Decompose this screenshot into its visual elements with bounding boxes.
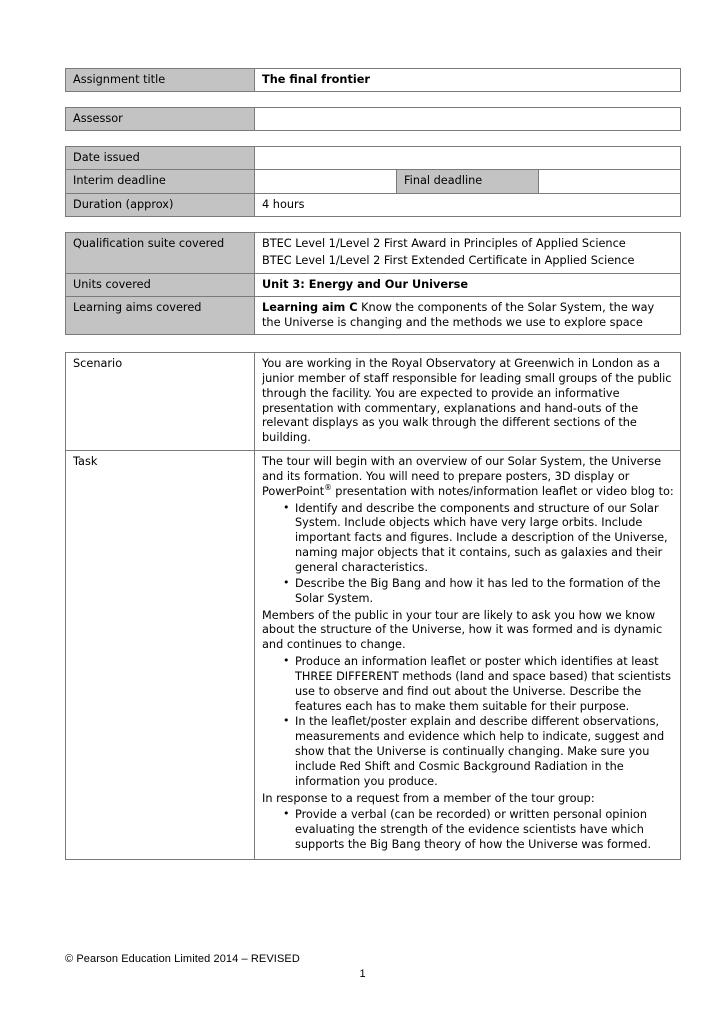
qualification-suite-label: Qualification suite covered: [66, 233, 255, 274]
table-row-task: [66, 451, 681, 860]
task-bullets-group-2: [262, 655, 674, 790]
learning-aim-code: Learning aim C: [262, 301, 358, 315]
qualification-line-2: BTEC Level 1/Level 2 First Extended Certificate in Applied Science: [262, 254, 635, 268]
list-item: • Describe the Big Bang and how it has led to the formation of the Solar System.: [283, 577, 674, 607]
scenario-text: You are working in the Royal Observatory at Greenwich in London as a junior member of staff responsible for leading small groups of the public through the facility. You are expected to provide an informative presentation with commentary, explanations and hand-outs of the relevant displays as you walk through the different sections of the building.: [262, 357, 672, 445]
table-row: [66, 69, 681, 92]
dates-table: [65, 146, 681, 217]
task-intro-part1: The tour will begin with an overview of our Solar System, the Universe and its formation. You will need to prepare posters, 3D display or PowerPoint: [262, 455, 662, 498]
date-issued-label: Date issued: [66, 147, 255, 170]
task-body: [255, 451, 681, 860]
duration-value: 4 hours: [255, 193, 681, 216]
qualification-line-1: BTEC Level 1/Level 2 First Award in Principles of Applied Science: [262, 237, 626, 250]
table-row: [66, 147, 681, 170]
qualification-suite-value: [255, 233, 681, 274]
task-label: Task: [66, 451, 255, 860]
date-issued-value: [255, 147, 681, 170]
assignment-title-label: Assignment title: [66, 69, 255, 92]
assessor-value: [255, 108, 681, 131]
interim-deadline-value: [255, 170, 397, 193]
assessor-table: [65, 107, 681, 131]
learning-aims-value: [255, 297, 681, 335]
interim-deadline-label: Interim deadline: [66, 170, 255, 193]
qualification-table: [65, 232, 681, 335]
task-paragraph-3: In response to a request from a member of the tour group:: [262, 791, 595, 805]
table-row: [66, 108, 681, 131]
learning-aim-text: Know the components of the Solar System, the way the Universe is changing and the methods we use to explore space: [262, 301, 655, 329]
registered-trademark-icon: ®: [324, 482, 332, 492]
task-bullets-group-1: [262, 502, 674, 607]
assignment-title-table: [65, 68, 681, 92]
units-covered-label: Units covered: [66, 273, 255, 296]
task-paragraph-2: Members of the public in your tour are likely to ask you how we know about the structure of the Universe, how it was formed and is dynamic and continues to change.: [262, 608, 663, 652]
list-item: • In the leaflet/poster explain and describe different observations, measurements and evidence which help to indicate, suggest and show that the Universe is continually changing. Make sure you include Red Shift and Cosmic Background Radiation in the information you produce.: [283, 715, 674, 789]
final-deadline-value: [539, 170, 681, 193]
table-row: [66, 170, 681, 193]
table-row-scenario: [66, 353, 681, 451]
duration-label: Duration (approx): [66, 193, 255, 216]
assignment-title-value: The final frontier: [255, 69, 681, 92]
scenario-label: Scenario: [66, 353, 255, 451]
table-row: [66, 297, 681, 335]
task-bullets-group-3: [262, 808, 674, 853]
scenario-task-table: [65, 352, 681, 860]
list-item: • Produce an information leaflet or poster which identifies at least THREE DIFFERENT methods (land and space based) that scientists use to observe and find out about the Universe. Describe the features each has to make them suitable for their purpose.: [283, 655, 674, 714]
table-row: [66, 233, 681, 274]
table-row: [66, 273, 681, 296]
list-item: • Provide a verbal (can be recorded) or written personal opinion evaluating the strength of the evidence scientists have which supports the Big Bang theory of how the Universe was formed.: [283, 808, 674, 853]
learning-aims-label: Learning aims covered: [66, 297, 255, 335]
footer-copyright: © Pearson Education Limited 2014 – REVISED: [65, 953, 300, 965]
final-deadline-label: Final deadline: [397, 170, 539, 193]
table-row: [66, 193, 681, 216]
task-intro: [262, 455, 674, 500]
scenario-body: [255, 353, 681, 451]
task-intro-part2: presentation with notes/information leaflet or video blog to:: [331, 484, 674, 498]
units-covered-value: Unit 3: Energy and Our Universe: [255, 273, 681, 296]
list-item: • Identify and describe the components and structure of our Solar System. Include objects which have very large orbits. Include important facts and figures. Include a description of the Universe, naming major objects that it contains, such as galaxies and their general characteristics.: [283, 502, 674, 576]
page-number: 1: [359, 968, 366, 980]
assessor-label: Assessor: [66, 108, 255, 131]
